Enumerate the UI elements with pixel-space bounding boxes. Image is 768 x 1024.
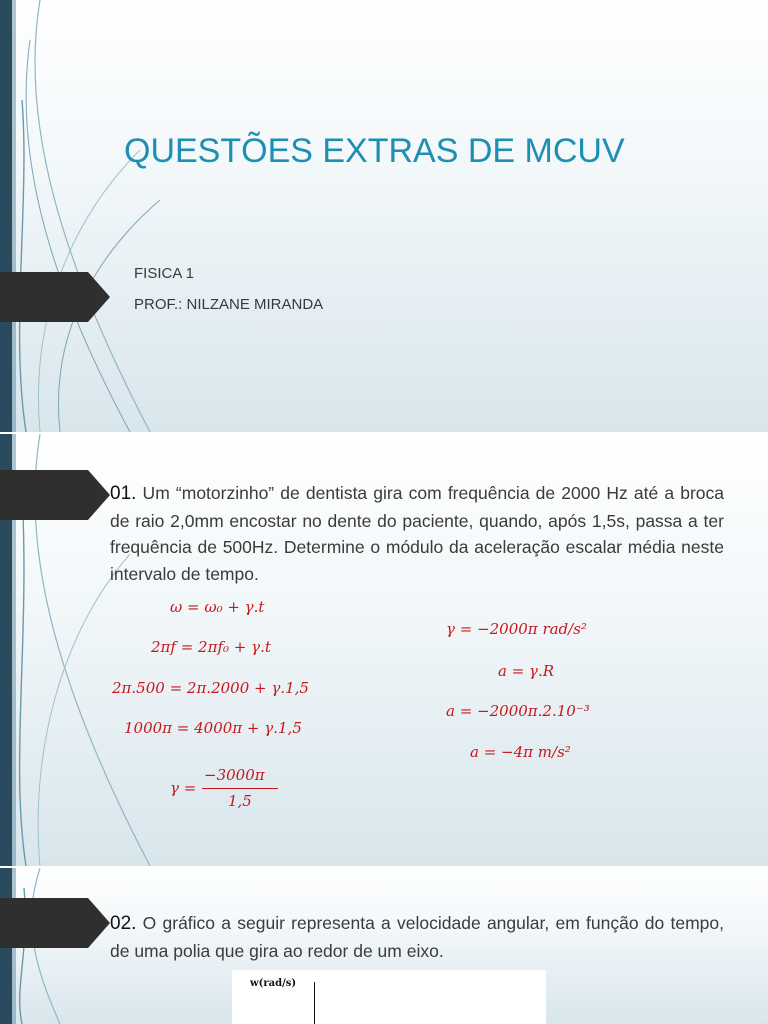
decorative-swirl-lines	[0, 0, 200, 432]
equation-right-4: a = −4π m/s²	[470, 743, 571, 761]
equation-right-3: a = −2000π.2.10⁻³	[446, 702, 590, 720]
question-2-slide	[0, 868, 768, 1024]
question-2-text	[110, 910, 724, 964]
graph-y-axis	[314, 982, 315, 1024]
fraction-bar	[202, 788, 278, 789]
question-2-number: 02.	[110, 913, 137, 934]
question-1-number: 01.	[110, 483, 137, 504]
page-title: QUESTÕES EXTRAS DE MCUV	[124, 132, 625, 170]
question-1-body: Um “motorzinho” de dentista gira com frequência de 2000 Hz até a broca de raio 2,0mm encostar no dente do paciente, quando, após 1,5s, passa a ter frequência de 500Hz. Determine o módulo da aceleração escalar média neste intervalo de tempo.	[110, 483, 724, 584]
title-slide	[0, 0, 768, 432]
professor-subtitle: PROF.: NILZANE MIRANDA	[134, 296, 324, 313]
equation-left-4: 1000π = 4000π + γ.1,5	[124, 719, 302, 737]
fraction-denominator: 1,5	[228, 792, 252, 810]
equation-right-2: a = γ.R	[498, 662, 555, 680]
question-1-slide	[0, 434, 768, 866]
equation-right-1: γ = −2000π rad/s²	[446, 620, 587, 638]
question-2-body: O gráfico a seguir representa a velocidade angular, em função do tempo, de uma polia que gira ao redor de um eixo.	[110, 913, 724, 961]
equation-left-2: 2πf = 2πf₀ + γ.t	[151, 638, 271, 656]
fraction-numerator: −3000π	[204, 766, 265, 784]
equation-left-1: ω = ω₀ + γ.t	[170, 598, 265, 616]
gamma-fraction	[170, 766, 290, 816]
fraction-lhs: γ =	[170, 779, 197, 797]
graph-axis-label: w(rad/s)	[250, 978, 297, 989]
equation-left-3: 2π.500 = 2π.2000 + γ.1,5	[112, 679, 309, 697]
question-1-text	[110, 480, 724, 587]
course-subtitle: FISICA 1	[134, 265, 195, 282]
velocity-graph	[232, 970, 546, 1024]
